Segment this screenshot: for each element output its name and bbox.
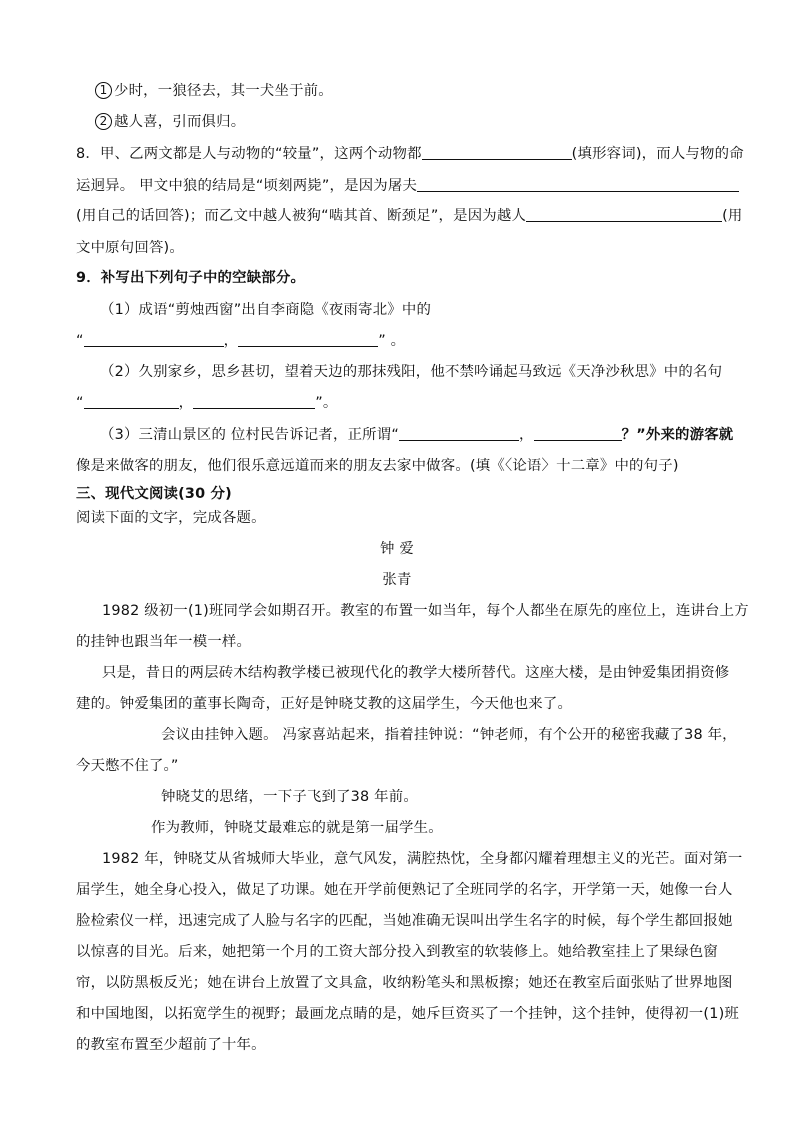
comma: ，: [178, 395, 194, 411]
article-line: 建的。钟爱集团的董事长陶奇，正好是钟晓艾教的这届学生，今天他也来了。: [76, 696, 573, 712]
article-line: 的挂钟也跟当年一模一样。: [76, 634, 252, 650]
circled-number: 2: [95, 113, 112, 130]
answer-blank[interactable]: [526, 207, 722, 222]
q8-line-1: [76, 144, 744, 164]
article-line: 会议由挂钟入题。 冯家喜站起来，指着挂钟说：“钟老师，有个公开的秘密我藏了38 年，: [161, 727, 737, 743]
section-heading: 三、现代文阅读(30 分): [76, 486, 232, 502]
answer-blank[interactable]: [238, 332, 378, 347]
q8-line-2: [76, 176, 739, 196]
q8-line-4: 文中原句回答)。: [76, 240, 184, 256]
answer-blank[interactable]: [84, 332, 224, 347]
quote-end: ”。: [315, 395, 338, 411]
answer-blank[interactable]: [193, 394, 315, 409]
article-line: 1982 年，钟晓艾从省城师大毕业，意气风发，满腔热忱，全身都闪耀着理想主义的光芒。面对第一: [102, 851, 743, 867]
article-line: 脸检索仪一样，迅速完成了人脸与名字的匹配，当她准确无误叫出学生名字的时候，每个学生都回报她: [76, 913, 733, 929]
q8-text: (用自己的话回答)；而乙文中越人被狗“啮其首、断颈足”，是因为越人: [76, 208, 527, 224]
answer-blank[interactable]: [534, 426, 622, 441]
article-line: 和中国地图，以拓宽学生的视野；最画龙点睛的是，她斥巨资买了一个挂钟，这个挂钟，使得初一(1)班: [76, 1006, 739, 1022]
q8-text: (用: [722, 208, 743, 224]
article-line: 作为教师，钟晓艾最难忘的就是第一届学生。: [151, 820, 443, 836]
q9-title: 9．补写出下列句子中的空缺部分。: [76, 270, 306, 286]
comma: ，: [519, 427, 534, 443]
article-line: 帘，以防黑板反光；她在讲台上放置了文具盒，收纳粉笔头和黑板擦；她还在教室后面张贴了世界地图: [76, 975, 733, 991]
article-line: 届学生，她全身心投入，做足了功课。她在开学前便熟记了全班同学的名字，开学第一天，她像一台人: [76, 882, 733, 898]
article-line: 的教室布置至少超前了十年。: [76, 1037, 266, 1053]
circled-number: 1: [95, 82, 112, 99]
article-author: 张青: [382, 572, 412, 588]
q7-item-text: 少时，一狼径去，其一犬坐于前。: [114, 83, 333, 99]
comma: ，: [223, 333, 239, 349]
answer-blank[interactable]: [417, 177, 739, 192]
q8-text: 8．甲、乙两文都是人与动物的“较量”，这两个动物都: [76, 146, 422, 162]
q8-line-3: [76, 206, 742, 226]
q9-text: （3）三清山景区的 位村民告诉记者，正所谓“: [100, 427, 400, 443]
article-title: 钟 爱: [380, 541, 414, 557]
q7-item-2: [95, 112, 245, 132]
quote-mark: “: [76, 395, 84, 411]
q9-s2: （2）久别家乡，思乡甚切，望着天边的那抹残阳，他不禁吟诵起马致远《天净沙秋思》中的名句: [100, 364, 723, 380]
q9-s3-cont: 像是来做客的朋友，他们很乐意远道而来的朋友去家中做客。(填《〈论语〉十二章》中的句子): [76, 458, 679, 474]
answer-blank[interactable]: [422, 145, 572, 160]
q9-s2-blanks: [76, 393, 338, 413]
article-line: 以惊喜的目光。后来，她把第一个月的工资大部分投入到教室的软装修上。她给教室挂上了果绿色窗: [76, 944, 718, 960]
q7-item-text: 越人喜，引而俱归。: [114, 114, 246, 130]
q7-item-1: [95, 81, 333, 101]
q8-text: (填形容词)，而人与物的命: [571, 146, 744, 162]
q8-text: 运迥异。 甲文中狼的结局是“顷刻两毙”，是因为屠夫: [76, 178, 418, 194]
q9-s1: （1）成语“剪烛西窗”出自李商隐《夜雨寄北》中的: [100, 302, 432, 318]
quote-end: ” 。: [378, 333, 406, 349]
q9-s1-blanks: [76, 331, 405, 351]
answer-blank[interactable]: [84, 394, 179, 409]
quote-mark: “: [76, 333, 84, 349]
article-line: 1982 级初一(1)班同学会如期召开。教室的布置一如当年，每个人都坐在原先的座位上，连讲台上方: [102, 603, 749, 619]
q9-text: ？”外来的游客就: [621, 427, 734, 443]
q9-s3: [100, 425, 733, 445]
article-line: 只是，昔日的两层砖木结构教学楼已被现代化的教学大楼所替代。这座大楼，是由钟爱集团捐资修: [102, 665, 730, 681]
answer-blank[interactable]: [399, 426, 519, 441]
section-instruction: 阅读下面的文字，完成各题。: [76, 510, 266, 526]
article-line: 今天憋不住了。”: [76, 758, 179, 774]
article-line: 钟晓艾的思绪，一下子飞到了38 年前。: [161, 789, 418, 805]
